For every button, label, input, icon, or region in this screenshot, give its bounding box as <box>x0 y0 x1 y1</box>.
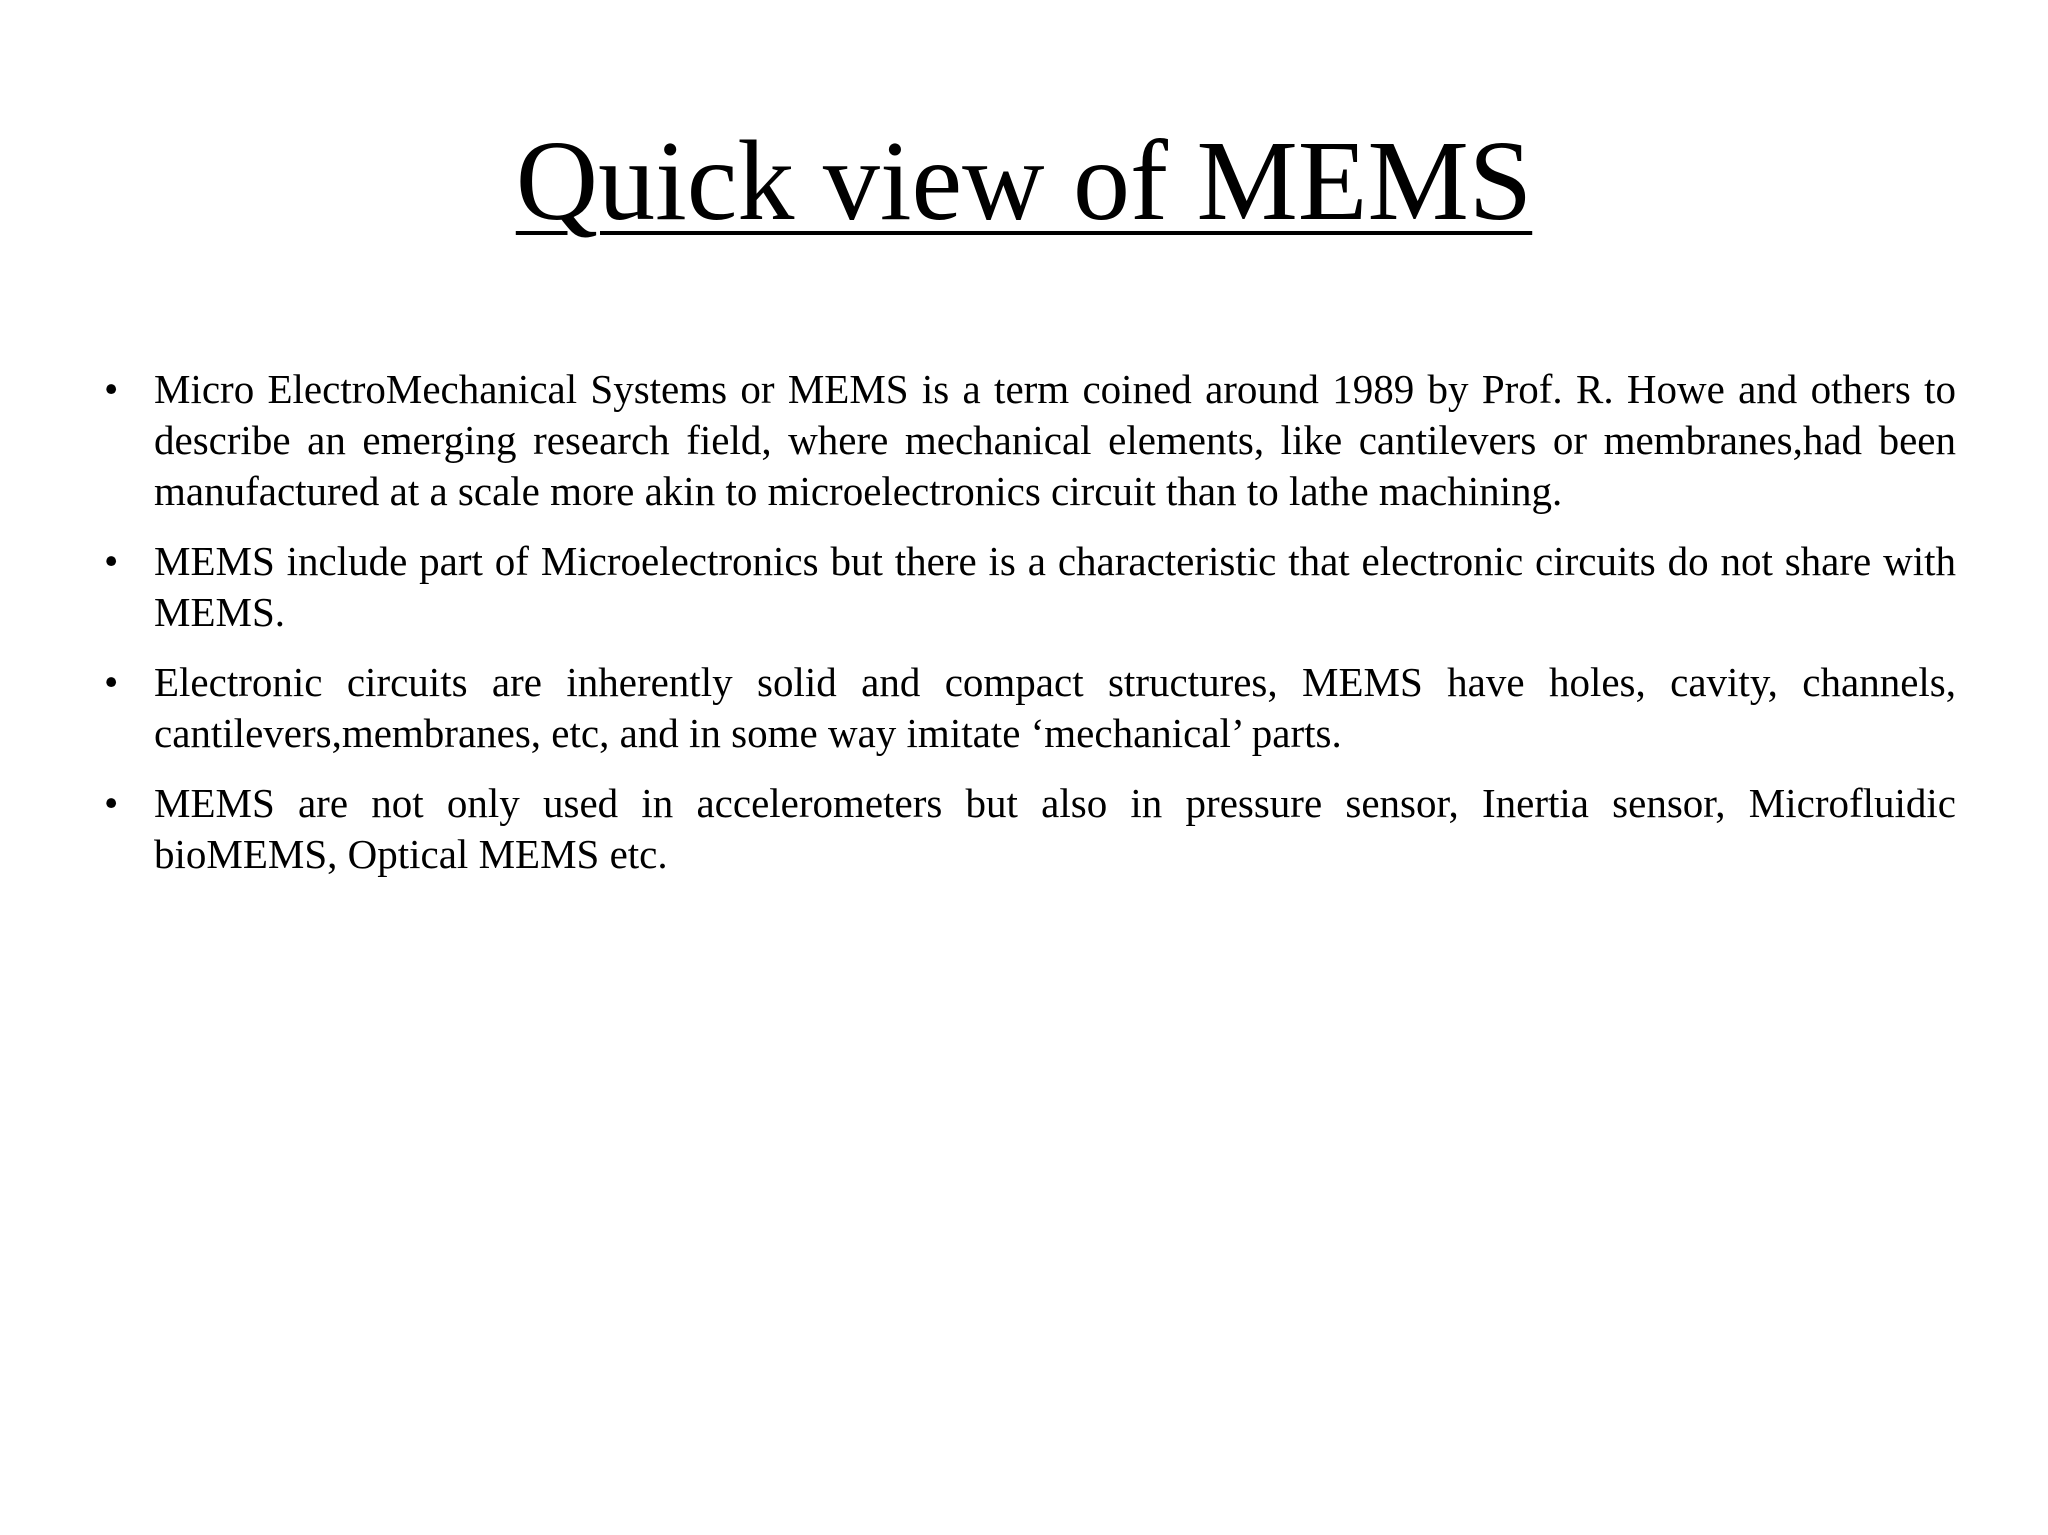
bullet-list <box>104 364 1956 899</box>
bullet-text: Electronic circuits are inherently solid and compact structures, MEMS have holes, cavity, channels, cantilevers,membranes, etc, and in some way imitate ‘mechanical’ parts. <box>154 659 1956 756</box>
bullet-dot-icon: • <box>104 659 119 705</box>
bullet-dot-icon: • <box>104 538 119 584</box>
bullet-text: Micro ElectroMechanical Systems or MEMS is a term coined around 1989 by Prof. R. Howe and others to describe an emerging research field, where mechanical elements, like cantilevers or membranes,had been manufactured at a scale more akin to microelectronics circuit than to lathe machining. <box>154 366 1956 514</box>
bullet-item <box>104 364 1956 517</box>
bullet-dot-icon: • <box>104 780 119 826</box>
bullet-item <box>104 778 1956 880</box>
bullet-dot-icon: • <box>104 366 119 412</box>
bullet-item <box>104 536 1956 638</box>
bullet-item <box>104 657 1956 759</box>
bullet-text: MEMS include part of Microelectronics but there is a characteristic that electronic circuits do not share with MEMS. <box>154 538 1956 635</box>
bullet-text: MEMS are not only used in accelerometers but also in pressure sensor, Inertia sensor, Microfluidic bioMEMS, Optical MEMS etc. <box>154 780 1956 877</box>
slide-title: Quick view of MEMS <box>515 117 1533 244</box>
